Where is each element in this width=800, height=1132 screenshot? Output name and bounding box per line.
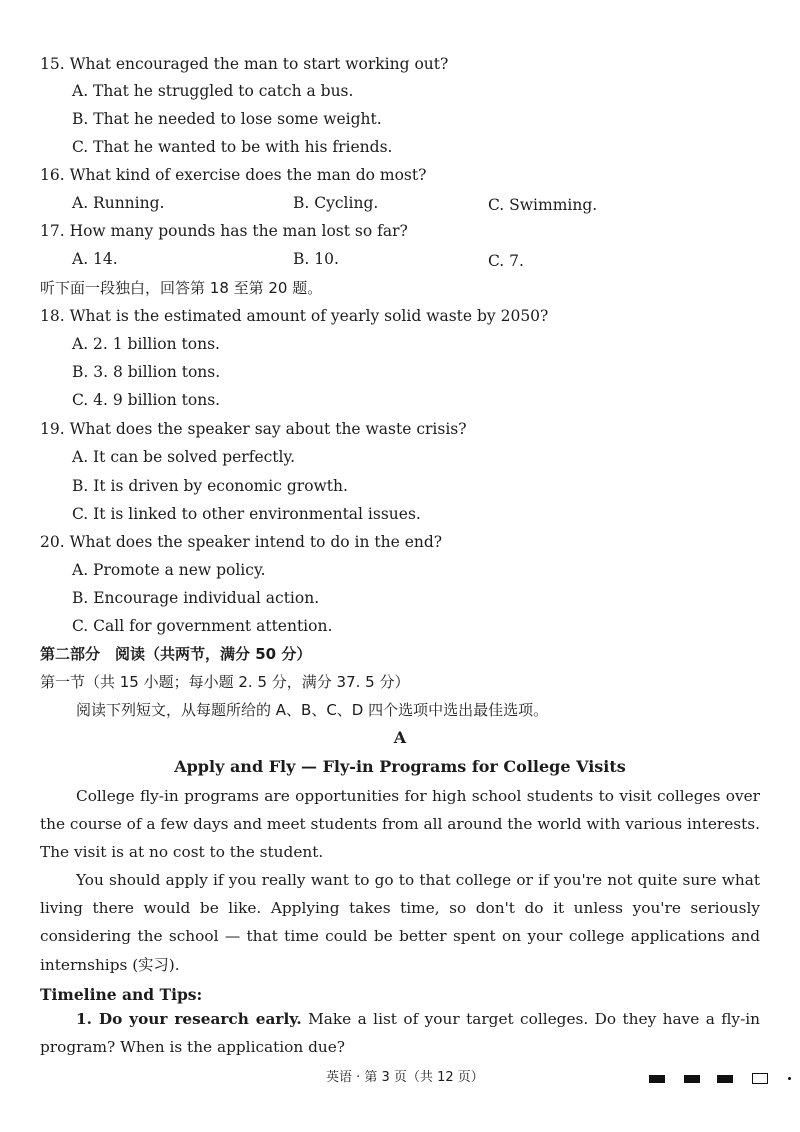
q18-option-b: B. 3. 8 billion tons. — [72, 363, 221, 381]
question-20: 20. What does the speaker intend to do in the end? — [40, 533, 443, 551]
instruction-18-20: 听下面一段独白，回答第 18 至第 20 题。 — [40, 279, 323, 297]
q19-option-c: C. It is linked to other environmental issues. — [72, 505, 421, 523]
q20-option-c: C. Call for government attention. — [72, 617, 333, 635]
paragraph-1: College fly-in programs are opportunities for high school students to visit colleges over the course of a few days and meet students from all around the world with various interests. The visit is at no cost to the student. — [40, 787, 760, 862]
page-marker-dot — [788, 1077, 791, 1080]
q15-option-a: A. That he struggled to catch a bus. — [72, 82, 354, 100]
q15-option-b: B. That he needed to lose some weight. — [72, 110, 382, 128]
part-two-heading: 第二部分 阅读（共两节，满分 50 分） — [40, 645, 312, 663]
passage-title: Apply and Fly — Fly-in Programs for College Visits — [174, 757, 626, 776]
q17-option-b: B. 10. — [293, 250, 339, 268]
page-number-footer: 英语 · 第 3 页（共 12 页） — [326, 1070, 484, 1085]
page-marker-empty — [752, 1073, 768, 1084]
page-marker-filled-3 — [717, 1075, 733, 1083]
q16-option-b: B. Cycling. — [293, 194, 379, 212]
section-one-heading: 第一节（共 15 小题；每小题 2. 5 分，满分 37. 5 分） — [40, 673, 410, 691]
passage-letter: A — [393, 728, 407, 747]
q16-option-c: C. Swimming. — [488, 196, 598, 214]
tip-1-text: Make a list of your target colleges. Do they have a fly-in program? When is the application due? — [40, 1010, 760, 1057]
tip-1 — [40, 1005, 760, 1061]
page-marker-filled-1 — [649, 1075, 665, 1083]
paragraph-2: You should apply if you really want to go to that college or if you're not quite sure what living there would be like. Applying takes time, so don't do it unless you're seriously considering the school — that time could be better spent on your college applications and internships (实习). — [40, 871, 760, 974]
q18-option-c: C. 4. 9 billion tons. — [72, 391, 221, 409]
q18-option-a: A. 2. 1 billion tons. — [72, 335, 220, 353]
page-marker-filled-2 — [684, 1075, 700, 1083]
reading-instruction: 阅读下列短文，从每题所给的 A、B、C、D 四个选项中选出最佳选项。 — [76, 701, 549, 719]
q17-option-c: C. 7. — [488, 252, 524, 270]
q15-option-c: C. That he wanted to be with his friends. — [72, 138, 393, 156]
question-16: 16. What kind of exercise does the man do most? — [40, 166, 427, 184]
q20-option-b: B. Encourage individual action. — [72, 589, 320, 607]
q16-option-a: A. Running. — [72, 194, 165, 212]
q17-option-a: A. 14. — [72, 250, 118, 268]
q19-option-a: A. It can be solved perfectly. — [72, 448, 296, 466]
tip-1-heading: 1. Do your research early. — [76, 1010, 302, 1028]
question-15: 15. What encouraged the man to start working out? — [40, 55, 449, 73]
question-18: 18. What is the estimated amount of yearly solid waste by 2050? — [40, 307, 549, 325]
q19-option-b: B. It is driven by economic growth. — [72, 477, 348, 495]
timeline-heading: Timeline and Tips: — [40, 985, 203, 1004]
question-19: 19. What does the speaker say about the waste crisis? — [40, 420, 467, 438]
q20-option-a: A. Promote a new policy. — [72, 561, 266, 579]
question-17: 17. How many pounds has the man lost so far? — [40, 222, 408, 240]
